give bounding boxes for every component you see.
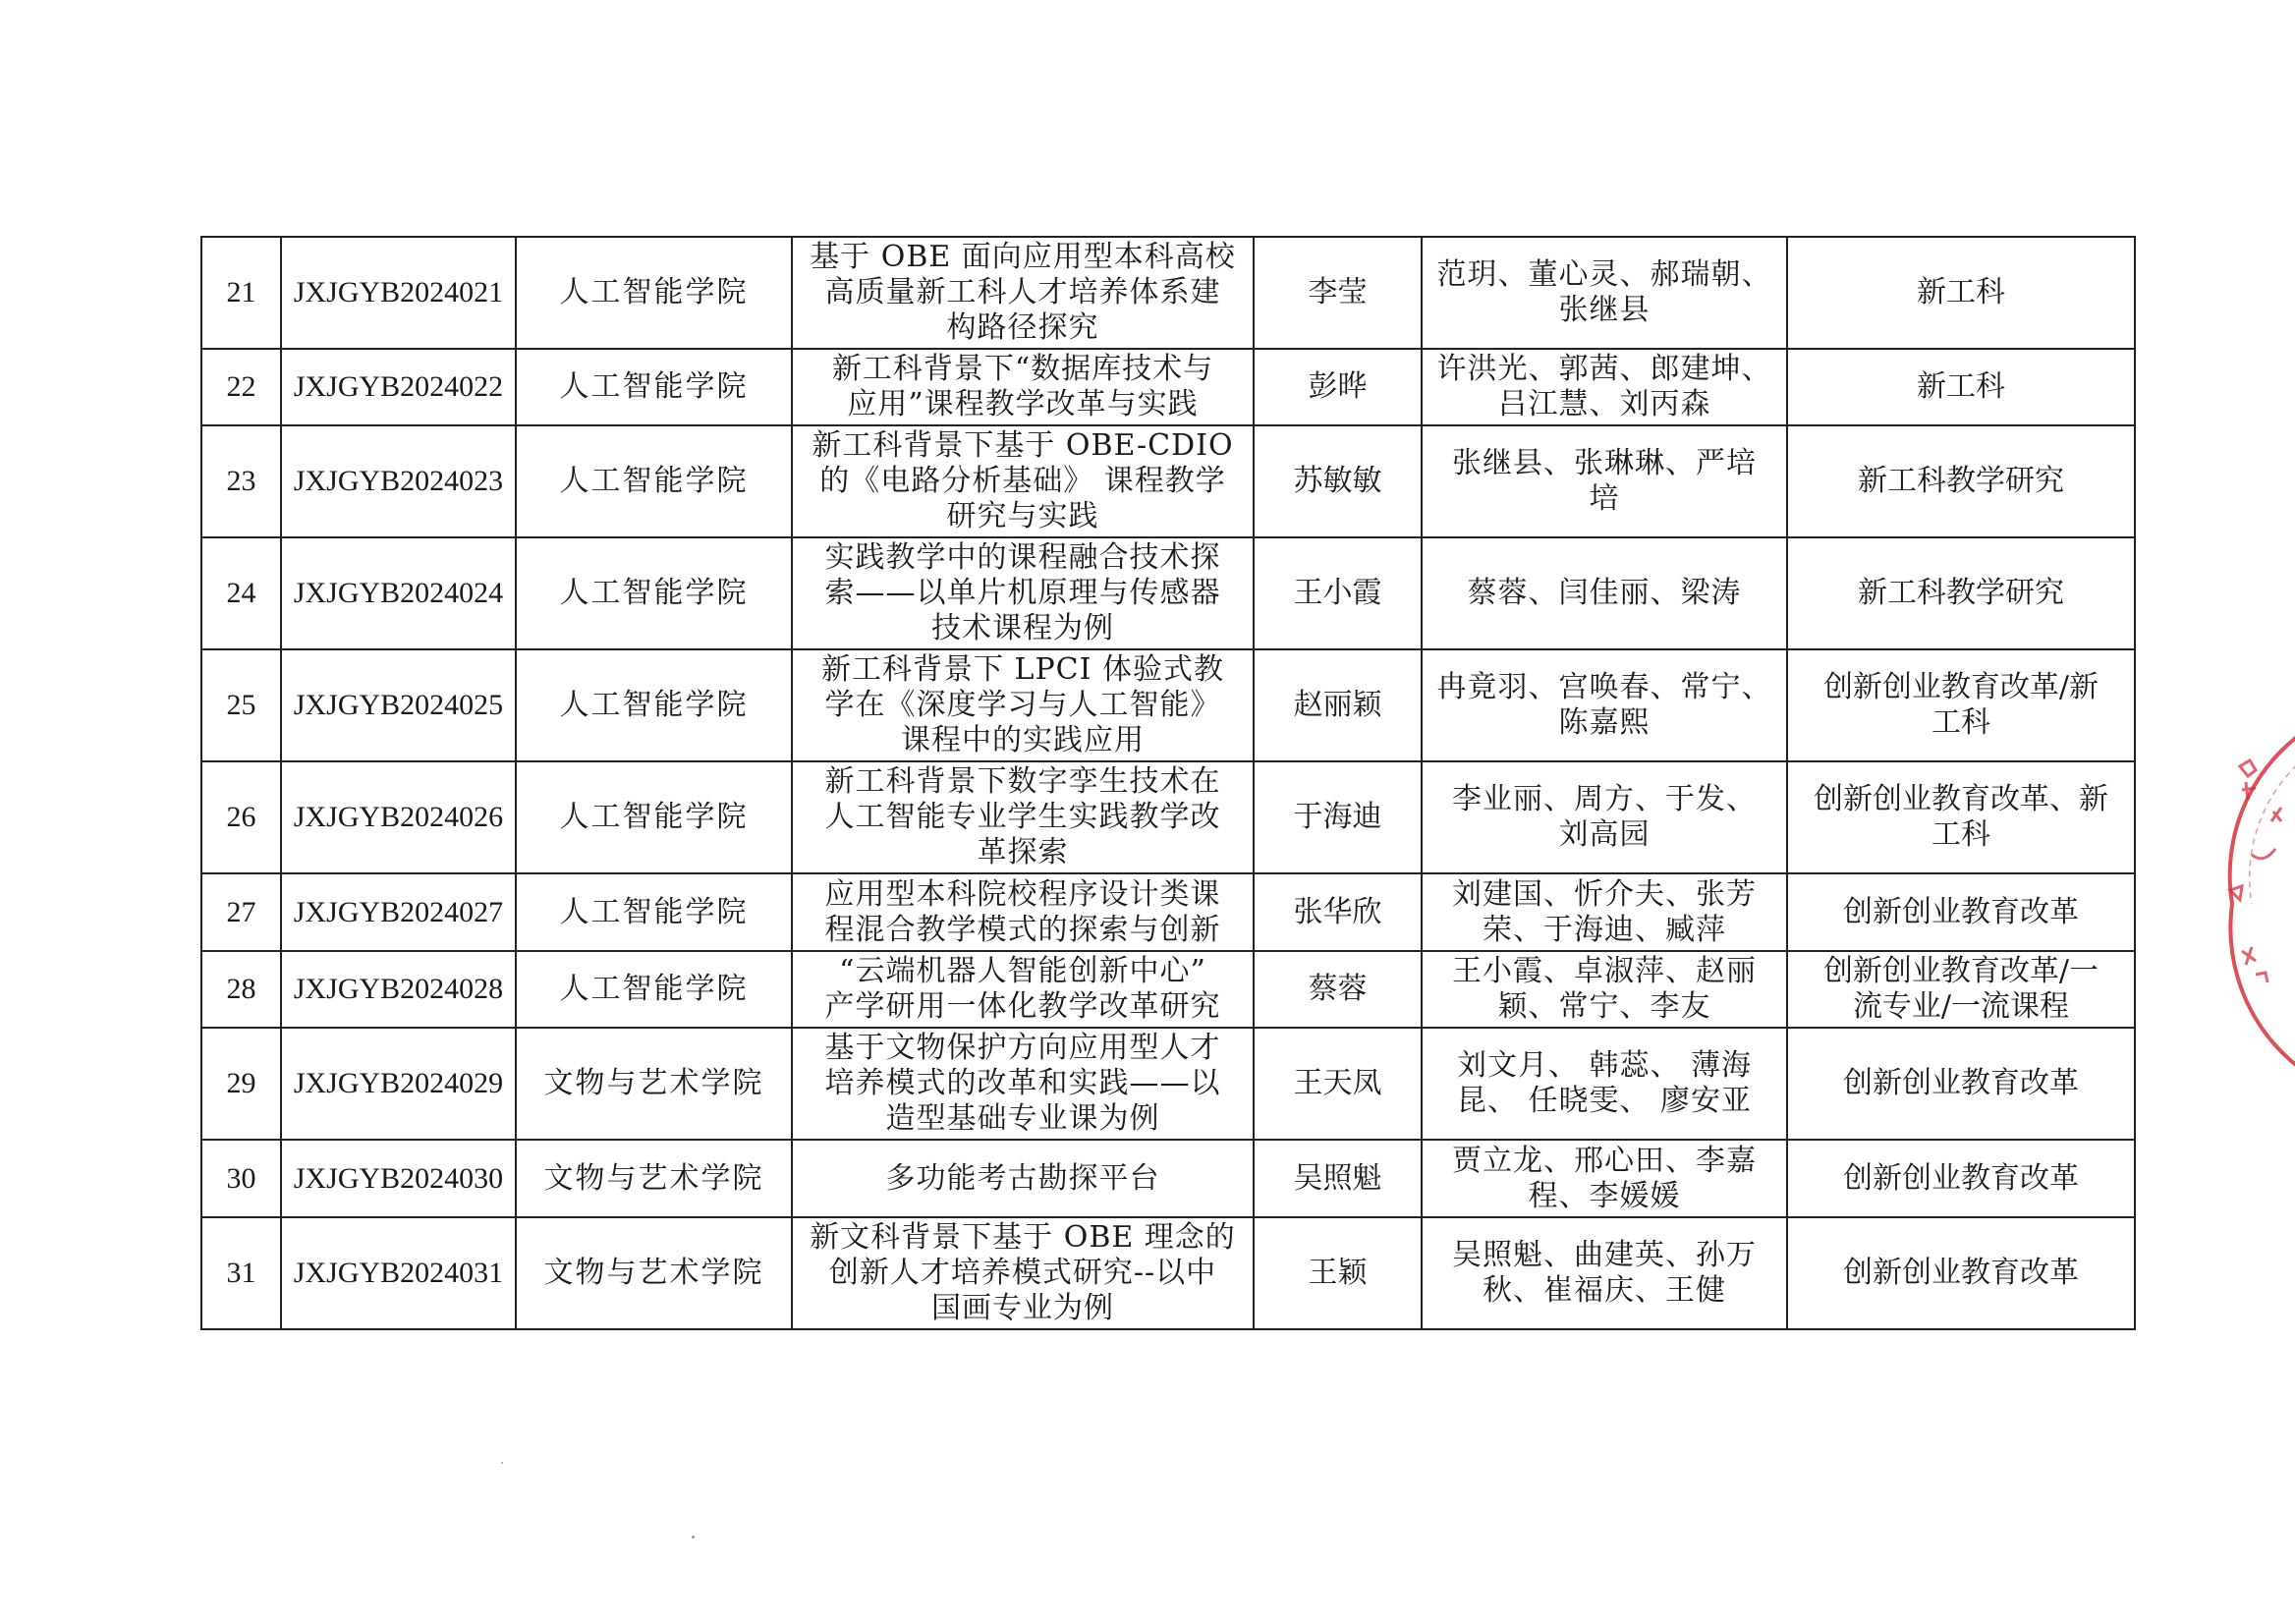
row-number: 26 — [201, 761, 281, 873]
project-leader: 王颖 — [1254, 1217, 1422, 1329]
team-members-line: 秋、崔福庆、王健 — [1483, 1273, 1726, 1308]
project-title-line: 高质量新工科人才培养体系建 — [824, 275, 1221, 309]
college-name: 人工智能学院 — [516, 425, 792, 537]
project-title-line: 造型基础专业课为例 — [885, 1101, 1160, 1136]
project-title — [792, 1028, 1254, 1140]
team-members — [1422, 237, 1787, 349]
team-members — [1422, 951, 1787, 1028]
project-title-line: 研究与实践 — [946, 499, 1099, 533]
project-title-line: 程混合教学模式的探索与创新 — [824, 912, 1221, 947]
table-row — [201, 537, 2135, 649]
project-title-line: 基于文物保护方向应用型人才 — [824, 1031, 1221, 1065]
team-members-line: 刘高园 — [1558, 817, 1651, 852]
table-row — [201, 237, 2135, 349]
project-title-line: 课程中的实践应用 — [901, 723, 1145, 757]
project-category-line: 创新创业教育改革/一 — [1822, 954, 2099, 988]
project-category — [1787, 349, 2135, 425]
project-category-line: 新工科 — [1917, 275, 2005, 309]
roster-body — [201, 237, 2135, 1329]
project-category-line: 流专业/一流课程 — [1852, 989, 2070, 1024]
project-category — [1787, 425, 2135, 537]
team-members — [1422, 1140, 1787, 1217]
team-members-line: 吕江慧、刘丙森 — [1497, 387, 1711, 421]
team-members-line: 王小霞、卓淑萍、赵丽 — [1452, 954, 1757, 988]
project-code: JXJGYB2024026 — [281, 761, 516, 873]
team-members — [1422, 649, 1787, 761]
project-title-line: 应用”课程教学改革与实践 — [847, 387, 1199, 421]
team-members-line: 蔡蓉、闫佳丽、梁涛 — [1467, 576, 1742, 610]
table-row — [201, 425, 2135, 537]
project-category-line: 创新创业教育改革 — [1843, 894, 2079, 929]
project-leader: 于海迪 — [1254, 761, 1422, 873]
table-row — [201, 349, 2135, 425]
project-leader: 张华欣 — [1254, 873, 1422, 951]
project-title-line: 人工智能专业学生实践教学改 — [824, 800, 1221, 834]
row-number: 30 — [201, 1140, 281, 1217]
project-category — [1787, 761, 2135, 873]
project-title-line: 技术课程为例 — [931, 611, 1114, 645]
project-code: JXJGYB2024024 — [281, 537, 516, 649]
team-members-line: 张继县、张琳琳、严培 — [1452, 446, 1757, 480]
project-category — [1787, 1028, 2135, 1140]
project-title-line: 新工科背景下 LPCI 体验式教 — [821, 652, 1224, 687]
project-title-line: 学在《深度学习与人工智能》 — [824, 688, 1221, 722]
project-category-line: 创新创业教育改革 — [1843, 1256, 2079, 1290]
project-leader: 苏敏敏 — [1254, 425, 1422, 537]
project-leader: 王小霞 — [1254, 537, 1422, 649]
project-category — [1787, 649, 2135, 761]
team-members — [1422, 1217, 1787, 1329]
project-title — [792, 1140, 1254, 1217]
team-members-line: 陈嘉熙 — [1558, 705, 1651, 740]
project-leader: 彭晔 — [1254, 349, 1422, 425]
project-title-line: 应用型本科院校程序设计类课 — [824, 876, 1221, 912]
project-title-line: “云端机器人智能创新中心” — [839, 954, 1206, 988]
row-number: 28 — [201, 951, 281, 1028]
project-title-line: 新工科背景下基于 OBE-CDIO — [812, 428, 1234, 463]
scan-speck — [501, 1462, 503, 1464]
project-category-line: 创新创业教育改革、新 — [1814, 782, 2108, 816]
project-title-line: 新文科背景下基于 OBE 理念的 — [810, 1220, 1236, 1255]
project-code: JXJGYB2024028 — [281, 951, 516, 1028]
team-members-line: 冉竟羽、宫唤春、常宁、 — [1436, 670, 1772, 704]
project-category-line: 工科 — [1931, 817, 1990, 852]
red-seal-stamp — [2212, 717, 2295, 1081]
table-row — [201, 951, 2135, 1028]
team-members-line: 吴照魁、曲建英、孙万 — [1452, 1238, 1757, 1272]
project-leader: 王天凤 — [1254, 1028, 1422, 1140]
college-name: 文物与艺术学院 — [516, 1028, 792, 1140]
project-title-line: 培养模式的改革和实践——以 — [824, 1066, 1221, 1100]
row-number: 25 — [201, 649, 281, 761]
project-category-line: 创新创业教育改革 — [1843, 1160, 2079, 1196]
project-title — [792, 1217, 1254, 1329]
team-members — [1422, 761, 1787, 873]
college-name: 人工智能学院 — [516, 873, 792, 951]
project-code: JXJGYB2024022 — [281, 349, 516, 425]
project-category — [1787, 873, 2135, 951]
project-category — [1787, 1140, 2135, 1217]
project-title-line: 国画专业为例 — [931, 1291, 1114, 1325]
project-title-line: 基于 OBE 面向应用型本科高校 — [810, 240, 1236, 274]
project-title — [792, 951, 1254, 1028]
row-number: 24 — [201, 537, 281, 649]
team-members-line: 荣、于海迪、臧萍 — [1483, 912, 1726, 947]
college-name: 人工智能学院 — [516, 761, 792, 873]
team-members-line: 范玥、董心灵、郝瑞朝、 — [1436, 257, 1772, 292]
project-category-line: 创新创业教育改革 — [1843, 1066, 2079, 1100]
college-name: 人工智能学院 — [516, 649, 792, 761]
project-category-line: 新工科 — [1917, 369, 2005, 404]
project-code: JXJGYB2024025 — [281, 649, 516, 761]
team-members — [1422, 873, 1787, 951]
project-code: JXJGYB2024023 — [281, 425, 516, 537]
project-title-line: 产学研用一体化教学改革研究 — [824, 989, 1221, 1024]
row-number: 23 — [201, 425, 281, 537]
project-title-line: 索——以单片机原理与传感器 — [824, 576, 1221, 610]
team-members — [1422, 425, 1787, 537]
project-leader: 赵丽颖 — [1254, 649, 1422, 761]
project-title-line: 实践教学中的课程融合技术探 — [824, 540, 1221, 575]
team-members-line: 昆、 任晓雯、 廖安亚 — [1456, 1084, 1753, 1118]
team-members-line: 培 — [1589, 481, 1620, 516]
project-title-line: 新工科背景下数字孪生技术在 — [824, 764, 1221, 799]
project-title-line: 创新人才培养模式研究--以中 — [828, 1256, 1217, 1290]
project-category — [1787, 1217, 2135, 1329]
row-number: 29 — [201, 1028, 281, 1140]
team-members-line: 张继县 — [1558, 293, 1651, 327]
project-title-line: 构路径探究 — [946, 310, 1099, 345]
project-code: JXJGYB2024021 — [281, 237, 516, 349]
project-title-line: 多功能考古勘探平台 — [885, 1160, 1160, 1196]
college-name: 文物与艺术学院 — [516, 1217, 792, 1329]
project-title-line: 的《电路分析基础》 课程教学 — [819, 464, 1226, 498]
table-row — [201, 1028, 2135, 1140]
team-members-line: 程、李媛媛 — [1528, 1178, 1681, 1213]
project-category-line: 新工科教学研究 — [1858, 464, 2064, 498]
college-name: 人工智能学院 — [516, 537, 792, 649]
project-code: JXJGYB2024029 — [281, 1028, 516, 1140]
project-title — [792, 237, 1254, 349]
project-title — [792, 425, 1254, 537]
project-roster-table — [200, 236, 2136, 1330]
project-title — [792, 537, 1254, 649]
project-code: JXJGYB2024030 — [281, 1140, 516, 1217]
scan-speck — [692, 1536, 695, 1539]
project-category — [1787, 237, 2135, 349]
table-row — [201, 1140, 2135, 1217]
project-category-line: 创新创业教育改革/新 — [1822, 670, 2099, 704]
table-row — [201, 873, 2135, 951]
project-leader: 蔡蓉 — [1254, 951, 1422, 1028]
table-row — [201, 649, 2135, 761]
row-number: 27 — [201, 873, 281, 951]
table-row — [201, 761, 2135, 873]
college-name: 人工智能学院 — [516, 237, 792, 349]
row-number: 22 — [201, 349, 281, 425]
college-name: 文物与艺术学院 — [516, 1140, 792, 1217]
project-leader: 吴照魁 — [1254, 1140, 1422, 1217]
project-category — [1787, 951, 2135, 1028]
row-number: 31 — [201, 1217, 281, 1329]
team-members-line: 许洪光、郭茜、郎建坤、 — [1436, 352, 1772, 386]
row-number: 21 — [201, 237, 281, 349]
project-title-line: 革探索 — [977, 835, 1069, 869]
team-members-line: 刘文月、 韩蕊、 薄海 — [1456, 1048, 1753, 1083]
project-title — [792, 649, 1254, 761]
team-members — [1422, 349, 1787, 425]
team-members-line: 李业丽、周方、于发、 — [1452, 782, 1757, 816]
project-category — [1787, 537, 2135, 649]
project-leader: 李莹 — [1254, 237, 1422, 349]
team-members-line: 贾立龙、邢心田、李嘉 — [1452, 1143, 1757, 1178]
team-members-line: 颖、常宁、李友 — [1497, 989, 1711, 1024]
project-title-line: 新工科背景下“数据库技术与 — [831, 352, 1214, 386]
project-title — [792, 761, 1254, 873]
project-code: JXJGYB2024031 — [281, 1217, 516, 1329]
project-title — [792, 349, 1254, 425]
project-title — [792, 873, 1254, 951]
table-row — [201, 1217, 2135, 1329]
team-members-line: 刘建国、忻介夫、张芳 — [1452, 876, 1757, 912]
project-category-line: 新工科教学研究 — [1858, 576, 2064, 610]
team-members — [1422, 537, 1787, 649]
team-members — [1422, 1028, 1787, 1140]
college-name: 人工智能学院 — [516, 951, 792, 1028]
college-name: 人工智能学院 — [516, 349, 792, 425]
project-code: JXJGYB2024027 — [281, 873, 516, 951]
project-category-line: 工科 — [1931, 705, 1990, 740]
